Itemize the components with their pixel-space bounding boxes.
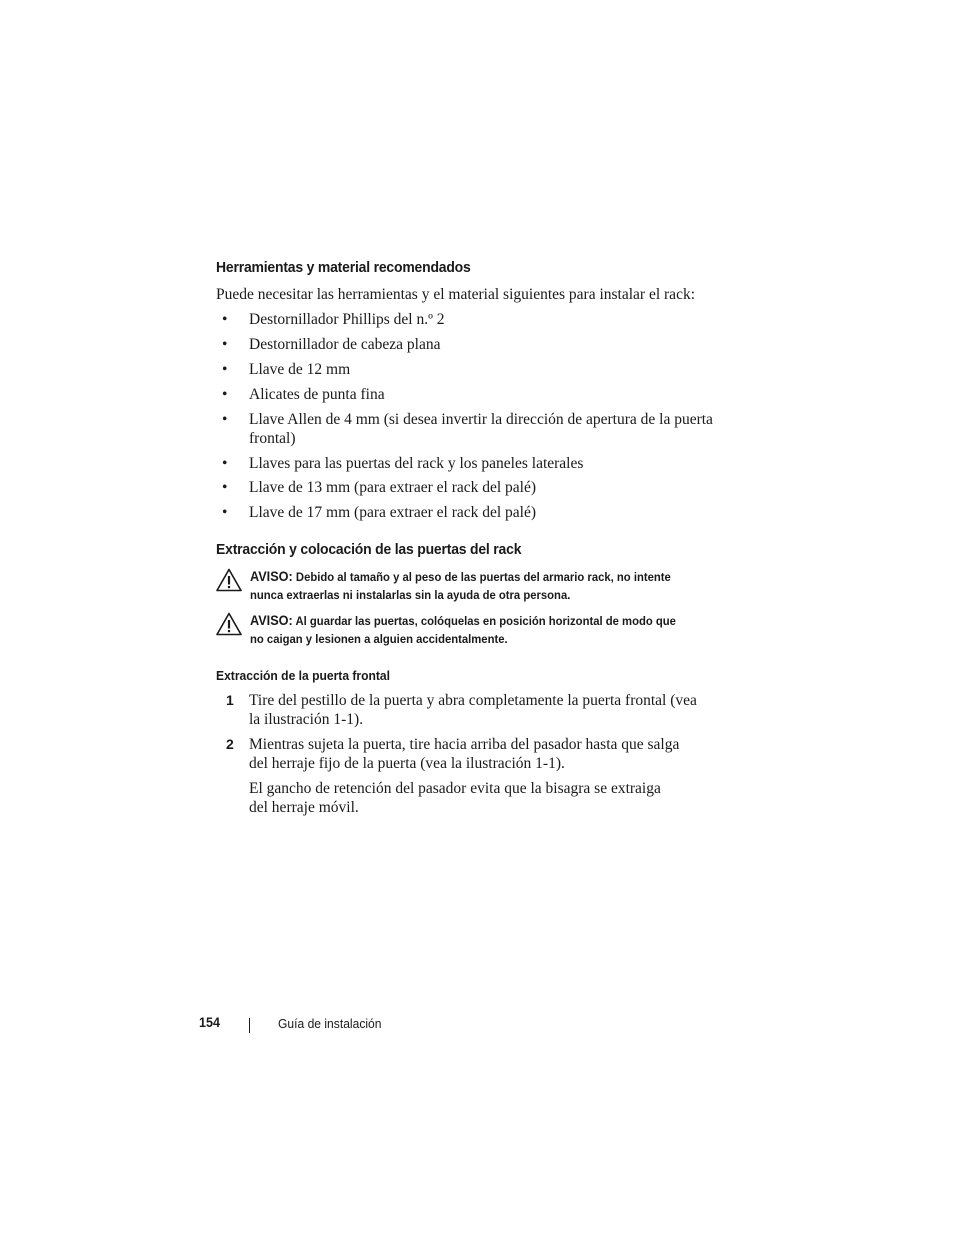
warning-body: Al guardar las puertas, colóquelas en posición horizontal de modo que no caigan y lesionen a alguien accidentalmente. xyxy=(250,614,676,646)
bullet-icon: • xyxy=(222,336,228,353)
list-item-text: Llave de 13 mm (para extraer el rack del palé) xyxy=(249,479,537,496)
warning-body: Debido al tamaño y al peso de las puertas del armario rack, no intente nunca extraerlas ni instalarlas sin la ayuda de otra persona. xyxy=(250,570,671,602)
section-heading-doors: Extracción y colocación de las puertas del rack xyxy=(216,541,522,558)
warning-triangle-icon xyxy=(216,568,242,592)
list-item-text: Alicates de punta fina xyxy=(249,386,385,403)
list-item-text: Llave Allen de 4 mm (si desea invertir la dirección de apertura de la puerta frontal) xyxy=(249,411,713,447)
bullet-icon: • xyxy=(222,411,228,428)
step-number: 1 xyxy=(226,692,234,708)
warning-label: AVISO: xyxy=(250,569,293,584)
step-text: Mientras sujeta la puerta, tire hacia arriba del pasador hasta que salga del herraje fijo de la puerta (vea la ilustración 1-1). xyxy=(249,736,680,772)
footer-title: Guía de instalación xyxy=(278,1016,382,1031)
tools-intro: Puede necesitar las herramientas y el material siguientes para instalar el rack: xyxy=(216,286,696,303)
list-item-text: Llaves para las puertas del rack y los paneles laterales xyxy=(249,455,584,472)
step-note-text: El gancho de retención del pasador evita que la bisagra se extraiga del herraje móvil. xyxy=(249,780,661,816)
bullet-icon: • xyxy=(222,504,228,521)
bullet-icon: • xyxy=(222,386,228,403)
warning-text xyxy=(250,612,688,648)
list-item-text: Llave de 12 mm xyxy=(249,361,351,378)
footer-separator xyxy=(249,1018,250,1033)
step-number: 2 xyxy=(226,736,234,752)
list-item-text: Destornillador de cabeza plana xyxy=(249,336,441,353)
section-heading-tools: Herramientas y material recomendados xyxy=(216,259,471,276)
list-item-text: Destornillador Phillips del n.º 2 xyxy=(249,311,445,328)
subheading-front-door: Extracción de la puerta frontal xyxy=(216,668,391,683)
bullet-icon: • xyxy=(222,361,228,378)
bullet-icon: • xyxy=(222,455,228,472)
bullet-icon: • xyxy=(222,311,228,328)
warning-text xyxy=(250,568,688,604)
page-number: 154 xyxy=(199,1015,220,1030)
warning-triangle-icon xyxy=(216,612,242,636)
step-text: Tire del pestillo de la puerta y abra completamente la puerta frontal (vea la ilustración 1-1). xyxy=(249,692,697,728)
list-item-text: Llave de 17 mm (para extraer el rack del palé) xyxy=(249,504,537,521)
bullet-icon: • xyxy=(222,479,228,496)
warning-label: AVISO: xyxy=(250,613,293,628)
